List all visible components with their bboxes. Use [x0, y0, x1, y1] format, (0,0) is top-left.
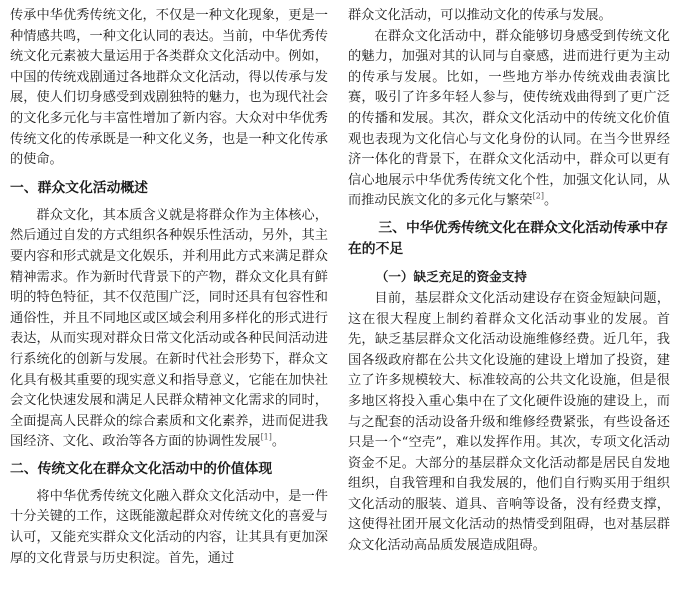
section-1-heading: 一、群众文化活动概述 — [10, 179, 148, 196]
citation-1: [1] — [260, 432, 272, 442]
section-1-tail: 。 — [271, 434, 286, 450]
intro-paragraph: 传承中华优秀传统文化，不仅是一种文化现象，更是一种情感共鸣，一种文化认同的表达。当前，中华优秀传统文化元素被大量运用于各类群众文化活动中。例如，中国的传统戏剧通过各地群众文化活动，得以传承与发展，使人们切身感受到戏剧独特的魅力，也为现代社会的文化多元化与丰富性增加了新内容。大众对中华优秀传统文化的传承既是一种文化义务，也是一种文化传承的使命。 — [10, 8, 328, 168]
section-2-heading: 二、传统文化在群众文化活动中的价值体现 — [10, 460, 273, 477]
value-paragraph — [348, 27, 670, 212]
value-tail: 。 — [543, 193, 558, 209]
section-1-text: 群众文化，其本质含义就是将群众作为主体核心，然后通过自发的方式组织各种娱乐性活动，另外，其主要内容和形式就是文化娱乐，并利用此方式来满足群众精神需求。作为新时代背景下的产物，群众文化具有鲜明的特色特征，其不仅范围广泛，同时还具有包容性和通俗性，并且不同地区或区域会利用多样化的形式进行表达，从而实现对群众日常文化活动或各种民间活动进行系统化的创新与发展。在新时代社会形势下，群众文化具有极其重要的现实意义和指导意义，它能在加快社会文化快速发展和满足人民群众精神文化需求的同时，全面提高人民群众的综合素质和文化素养，进而促进我国经济、文化、政治等各方面的协调性发展 — [10, 207, 328, 450]
continued-paragraph: 群众文化活动，可以推动文化的传承与发展。 — [348, 8, 612, 23]
left-column — [10, 6, 328, 569]
section-1-paragraph — [10, 206, 328, 453]
section-2-paragraph: 将中华优秀传统文化融入群众文化活动中，是一件十分关键的工作，这既能激起群众对传统文化的喜爱与认可，又能充实群众文化活动的内容，让其具有更加深厚的文化背景与历史积淀。首先，通过 — [10, 488, 328, 566]
right-column — [348, 6, 670, 557]
funding-paragraph: 目前，基层群众文化活动建设存在资金短缺问题，这在很大程度上制约着群众文化活动事业的发展。首先，缺乏基层群众文化活动设施维修经费。近几年，我国各级政府都在公共文化设施的建设上增加了投资，建立了许多规模较大、标准较高的公共文化设施，但是很多地区将投入重心集中在了文化硬件设施的建设上，而与之配套的活动设备升级和维修经费紧张，有些设备还只是一个“空壳”，难以发挥作用。其次，专项文化活动资金不足。大部分的基层群众文化活动都是居民自发地组织，自我管理和自我发展的，他们自行购买用于组织文化活动的服装、道具、音响等设备，没有经费支撑，这使得社团开展文化活动的热情受到阻碍，也对基层群众文化活动高品质发展造成阻碍。 — [348, 290, 670, 554]
citation-2: [2] — [532, 191, 544, 201]
subsection-1-heading: （一）缺乏充足的资金支持 — [375, 268, 527, 284]
section-3-heading: 三、中华优秀传统文化在群众文化活动传承中存在的不足 — [348, 219, 669, 257]
value-text: 在群众文化活动中，群众能够切身感受到传统文化的魅力，加强对其的认同与自豪感，进而进行更为主动的传承与发展。比如，一些地方举办传统戏曲表演比赛，吸引了许多年轻人参与，使传统戏曲得到了更广泛的传播和发展。其次，群众文化活动中的传统文化价值观也表现为文化信心与文化身份的认同。在当今世界经济一体化的背景下，在群众文化活动中，群众可以更有信心地展示中华优秀传统文化个性，加强文化认同，从而推动民族文化的多元化与繁荣 — [348, 28, 670, 209]
